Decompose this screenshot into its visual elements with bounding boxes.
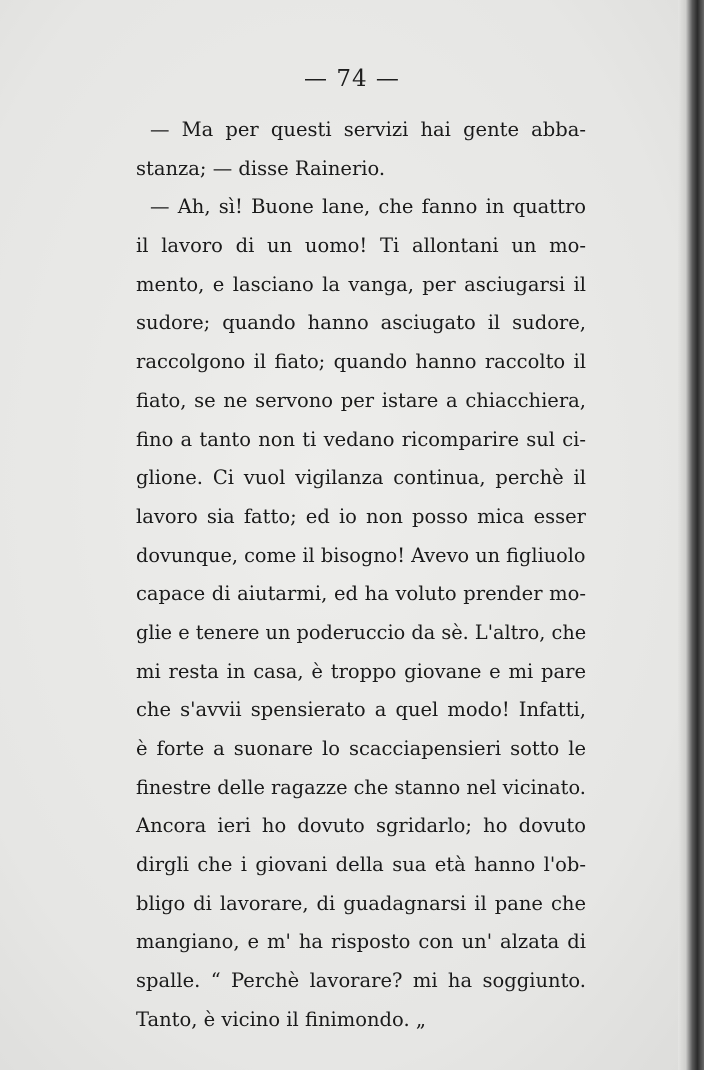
text-line: fino a tanto non ti vedano ricomparire sul ci- bbox=[136, 427, 586, 451]
text-line: stanza; — disse Rainerio. bbox=[136, 156, 386, 180]
text-line: dirgli che i giovani della sua età hanno l'ob- bbox=[136, 853, 586, 877]
text-line: capace di aiutarmi, ed ha voluto prender mo- bbox=[136, 582, 586, 606]
text-line: dovunque, come il bisogno! Avevo un figliuolo bbox=[136, 543, 586, 567]
text-line: Ancora ieri ho dovuto sgridarlo; ho dovuto bbox=[136, 814, 586, 838]
text-line: Tanto, è vicino il finimondo. „ bbox=[136, 1007, 426, 1031]
text-line: mento, e lasciano la vanga, per asciugarsi il bbox=[136, 272, 586, 296]
text-line: — Ah, sì! Buone lane, che fanno in quattro bbox=[150, 195, 586, 219]
text-line: il lavoro di un uomo! Ti allontani un mo- bbox=[136, 234, 586, 258]
text-line: che s'avvii spensierato a quel modo! Infatti, bbox=[136, 698, 586, 722]
text-line: sudore; quando hanno asciugato il sudore, bbox=[136, 311, 586, 335]
text-line: è forte a suonare lo scacciapensieri sotto le bbox=[136, 737, 586, 760]
text-line: raccolgono il fiato; quando hanno raccolto il bbox=[136, 350, 586, 374]
text-line: lavoro sia fatto; ed io non posso mica esser bbox=[136, 504, 586, 528]
text-line: mi resta in casa, è troppo giovane e mi pare bbox=[136, 659, 586, 683]
text-line: spalle. “ Perchè lavorare? mi ha soggiunto. bbox=[136, 969, 586, 993]
page-number: — 74 — bbox=[304, 66, 400, 92]
text-line: bligo di lavorare, di guadagnarsi il pane che bbox=[136, 891, 586, 915]
text-line: fiato, se ne servono per istare a chiacchiera, bbox=[136, 388, 586, 412]
text-line: glie e tenere un poderuccio da sè. L'altro, che bbox=[136, 620, 587, 644]
text-line: — Ma per questi servizi hai gente abba- bbox=[150, 118, 586, 141]
page-binding-edge bbox=[678, 0, 704, 1070]
text-line: mangiano, e m' ha risposto con un' alzata di bbox=[136, 930, 586, 954]
body-text bbox=[136, 111, 586, 1040]
text-line: glione. Ci vuol vigilanza continua, perchè il bbox=[136, 466, 586, 490]
text-line: finestre delle ragazze che stanno nel vicinato. bbox=[136, 775, 586, 799]
